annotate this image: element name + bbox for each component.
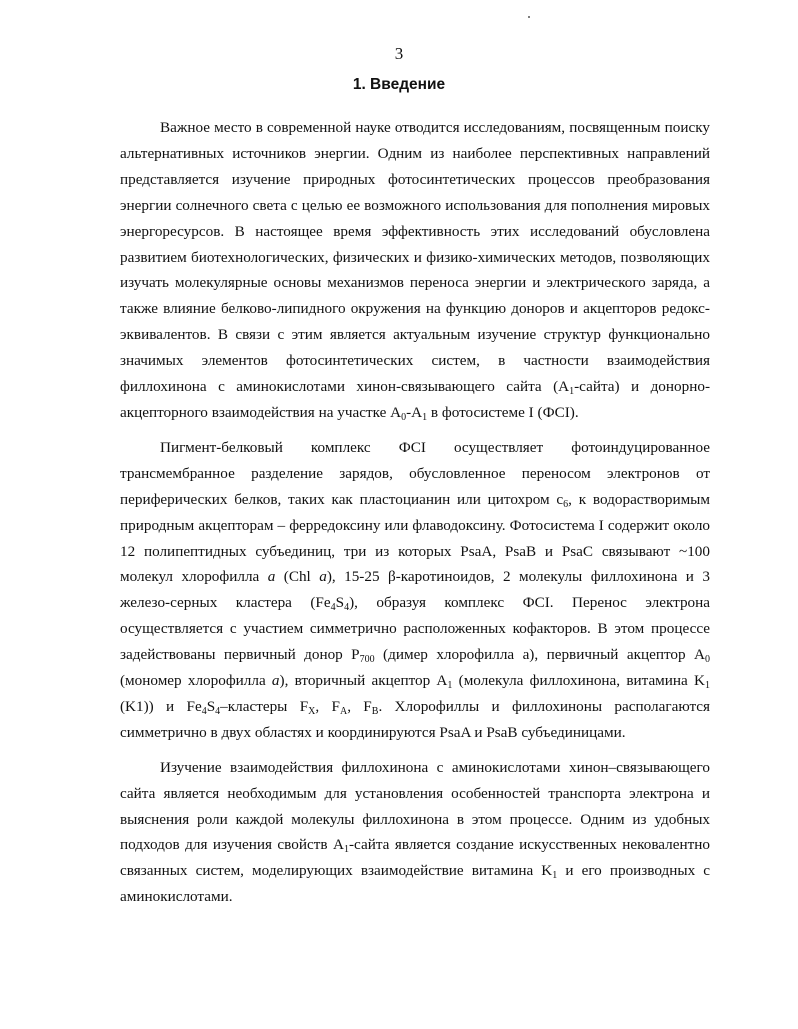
subscript: 0	[401, 411, 407, 423]
paragraph	[120, 755, 710, 910]
body-text	[120, 115, 710, 910]
text-run: ), образуя комплекс ФСI. Перенос электрона осуществляется с участием симметрично расположенных кофакторов. В этом процессе задействованы первичный донор P	[120, 594, 711, 664]
paragraph	[120, 115, 710, 426]
subscript: 4	[215, 705, 221, 717]
text-run: и его производных с аминокислотами.	[120, 862, 711, 906]
text-run: -A	[406, 403, 423, 421]
text-run: (K1)) и Fe	[120, 697, 202, 715]
subscript: 1	[705, 680, 710, 692]
text-run: , к водорастворимым природным акцепторам – ферредоксину или флаводоксину. Фотосистема I содержит около 12 полипептидных субъединиц, три из которых PsaA, PsaB и PsaC связывают ~100 молекул хлорофилла	[120, 490, 710, 586]
text-run: S	[335, 594, 345, 612]
italic-text: a	[271, 672, 280, 690]
text-run: (Chl	[275, 568, 320, 586]
paragraph	[120, 435, 710, 746]
subscript: A	[339, 705, 348, 717]
subscript: 1	[569, 386, 575, 398]
subscript: 6	[563, 498, 569, 510]
subscript: 0	[705, 654, 710, 666]
text-run: , F	[315, 697, 340, 715]
subscript: B	[371, 705, 379, 717]
subscript: 700	[359, 654, 375, 666]
section-heading: 1. Введение	[352, 76, 446, 93]
subscript: 1	[422, 411, 428, 423]
text-run: (молекула филлохинона, витамина K	[452, 672, 705, 690]
text-run: –кластеры F	[220, 697, 309, 715]
text-run: Изучение взаимодействия филлохинона с аминокислотами хинон–связывающего сайта является необходимым для установления особенностей транспорта электрона и выяснения роли каждой молекулы филлохинона в этом процессе. Одним из удобных подходов для изучения свойств A	[120, 758, 710, 854]
subscript: 4	[201, 705, 207, 717]
text-run: (мономер хлорофилла	[120, 672, 272, 690]
text-run: Важное место в современной науке отводится исследованиям, посвященным поиску альтернативных источников энергии. Одним из наиболее перспективных направлений представляется изучение природных фотосинтетических процессов преобразования энергии солнечного света с целью ее возможного использования для пополнения мировых энергоресурсов. В настоящее время эффективность этих исследований обусловлена развитием биотехнологических, физических и физико-химических методов, позволяющих изучать молекулярные основы механизмов переноса энергии и электрического заряда, а также влияние белково-липидного окружения на функцию доноров и акцепторов редокс-эквивалентов. В связи с этим является актуальным изучение структур функционально значимых элементов фотосинтетических систем, в частности взаимодействия филлохинона с аминокислотами хинон-связывающего сайта (A	[120, 119, 710, 396]
text-run: Пигмент-белковый комплекс ФСI осуществляет фотоиндуцированное трансмембранное разделение зарядов, обусловленное переносом электронов от периферических белков, таких как пластоцианин или цитохром c	[120, 438, 710, 508]
text-run: , F	[347, 697, 372, 715]
italic-text: a	[267, 568, 276, 586]
subscript: 4	[344, 602, 350, 614]
subscript: 1	[552, 870, 558, 882]
subscript: 1	[447, 680, 453, 692]
subscript: 1	[343, 844, 349, 856]
page-number: 3	[394, 44, 404, 63]
italic-text: a	[319, 568, 327, 586]
text-run: -сайта) и донорно-акцепторного взаимодействия на участке A	[120, 378, 710, 421]
text-run: (димер хлорофилла a), первичный акцептор A	[374, 646, 705, 664]
text-run: ), 15-25 β-каротиноидов, 2 молекулы филлохинона и 3 железо-серных кластера (Fe	[120, 568, 710, 612]
text-run: . Хлорофиллы и филлохиноны располагаются симметрично в двух областях и координируются PsaA и PsaB субъединицами.	[120, 697, 711, 741]
text-run: -сайта является создание искусственных нековалентно связанных систем, моделирующих взаимодействие витамина K	[120, 836, 710, 880]
subscript: X	[308, 705, 316, 717]
scan-speck	[528, 16, 530, 18]
text-run: ), вторичный акцептор A	[279, 672, 448, 690]
text-run: в фотосистеме I (ФСI).	[427, 403, 579, 421]
subscript: 4	[330, 602, 336, 614]
text-run: S	[206, 697, 216, 715]
